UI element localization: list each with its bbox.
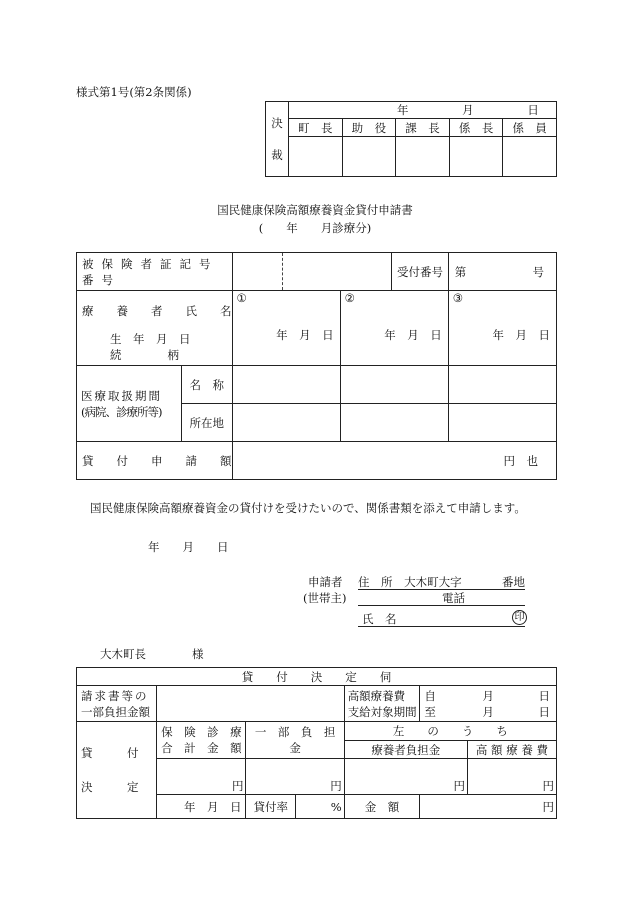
rate-label: 貸付率 [246,795,296,819]
role-unit-chief: 係 長 [449,119,503,137]
high-cost-label: 高 額 療 養 費 [467,741,556,759]
period-label [344,686,420,722]
approval-date [289,102,557,119]
claim-label-2: 一部負担金額 [81,704,150,719]
facility-address-1[interactable] [232,404,340,442]
patient-payment-field[interactable] [344,759,467,795]
insurance-total-label-1: 保 険 診 療 [161,725,242,739]
applicant-sub-label: (世帯主) [303,591,347,605]
insurance-total-field[interactable] [157,759,246,795]
claim-amount-field[interactable] [157,686,344,722]
seal-box-mayor[interactable] [289,137,343,177]
patient-3-date: 年 月 日 [492,328,550,342]
application-table [76,252,557,480]
amount-label: 金 額 [344,795,420,819]
receipt-number-field[interactable] [448,253,556,291]
decision-table [76,667,557,819]
seal-mark: 印 [512,610,527,625]
approval-label [266,102,289,177]
approval-date-month: 月 [462,103,474,117]
applicant-phone-label: 電話 [442,591,465,605]
approval-label-bottom: 裁 [271,148,283,162]
loan-label: 貸 付 [81,746,139,760]
loan-amount-field[interactable] [232,442,557,480]
high-cost-yen: 円 [542,779,554,793]
patient-3-mark: ③ [452,291,464,305]
form-subtitle: ( 年 月診療分) [258,221,372,235]
addressee: 大木町長 様 [100,647,204,661]
rate-percent: % [330,799,342,814]
amount-field[interactable] [420,795,557,819]
insurance-total-yen: 円 [231,779,244,793]
period-from-label: 自 [424,688,436,703]
decision-title: 貸 付 決 定 伺 [77,668,557,686]
patient-2[interactable] [340,291,448,366]
facility-address-3[interactable] [448,404,556,442]
period-field[interactable] [420,686,557,722]
birthdate-label: 生 年 月 日 [110,332,191,346]
receipt-dai: 第 [454,264,467,279]
patient-1[interactable] [232,291,340,366]
patient-payment-label: 療養者負担金 [344,741,467,759]
period-label-2: 支給対象期間 [347,704,417,719]
applicant-address-value: 大木町大字 [404,575,462,589]
partial-payment-yen: 円 [330,779,342,793]
role-mayor: 町 長 [289,119,343,137]
loan-decision-label [77,722,157,819]
receipt-number-label: 受付番号 [392,253,449,291]
role-section-chief: 課 長 [396,119,450,137]
patient-3[interactable] [448,291,556,366]
claim-label [77,686,157,722]
applicant-address-line[interactable] [358,574,525,590]
partial-payment-label: 一 部 負 担 金 [246,722,344,759]
role-staff: 係 員 [503,119,557,137]
period-to-day: 日 [538,704,550,719]
approval-date-day: 日 [527,103,539,117]
applicant-name-line[interactable] [358,611,525,627]
approval-table [265,101,557,177]
application-date: 年 月 日 [148,540,229,554]
medical-period-label-2: (病院、診療所等) [81,404,162,419]
facility-address-label: 所在地 [182,404,232,442]
seal-box-deputy[interactable] [342,137,396,177]
decision-date: 年 月 日 [183,799,242,814]
high-cost-field[interactable] [467,759,556,795]
period-from-month: 月 [482,688,494,703]
medical-period-label [77,366,182,442]
facility-address-2[interactable] [340,404,448,442]
seal-box-staff[interactable] [503,137,557,177]
patient-labels [77,291,233,366]
loan-amount-label: 貸 付 申 請 額 [77,442,233,480]
applicant-name-label: 氏 名 [362,612,397,626]
approval-label-top: 決 [271,116,283,130]
patient-2-mark: ② [344,291,355,305]
insured-number-field-2[interactable] [283,253,392,291]
insurance-total-label [157,722,246,759]
patient-1-mark: ① [236,291,247,305]
claim-label-1: 請求書等の [81,688,149,703]
patient-1-date: 年 月 日 [276,328,334,342]
form-number: 様式第1号(第2条関係) [76,85,192,99]
insured-number-field-1[interactable] [232,253,283,291]
facility-name-3[interactable] [448,366,556,404]
insurance-total-label-2: 合 計 金 額 [161,741,242,755]
facility-name-label: 名 称 [182,366,232,404]
form-title: 国民健康保険高額療養資金貸付申請書 [217,203,413,217]
decision-label: 決 定 [81,780,139,794]
decision-date-field[interactable] [157,795,246,819]
rate-field[interactable] [295,795,344,819]
period-from-day: 日 [538,688,550,703]
patient-payment-yen: 円 [453,779,465,793]
medical-period-label-1: 医療取扱期間 [81,388,162,403]
insured-number-label: 被保険者証記号番号 [77,253,233,291]
partial-payment-field[interactable] [246,759,344,795]
facility-name-2[interactable] [340,366,448,404]
statement: 国民健康保険高額療養資金の貸付けを受けたいので、関係書類を添えて申請します。 [90,501,526,515]
patient-name-label: 療 養 者 氏 名 [82,304,232,318]
relation-label: 続 柄 [110,348,179,362]
receipt-go: 号 [532,264,544,279]
applicant-phone-line[interactable] [358,590,525,606]
period-label-1: 高額療養費 [347,688,406,703]
period-to-label: 至 [424,704,436,719]
period-to-month: 月 [482,704,494,719]
breakdown-label: 左 の う ち [344,722,556,741]
applicant-address-label: 住 所 [358,575,393,589]
approval-date-year: 年 [397,103,409,117]
applicant-label: 申請者 [308,575,343,589]
applicant-address-suffix: 番地 [502,575,525,589]
seal-box-section-chief[interactable] [396,137,450,177]
patient-2-date: 年 月 日 [384,328,442,342]
seal-box-unit-chief[interactable] [449,137,503,177]
role-deputy: 助 役 [342,119,396,137]
amount-yen: 円 [542,799,554,814]
facility-name-1[interactable] [232,366,340,404]
loan-amount-unit: 円 也 [503,453,538,468]
